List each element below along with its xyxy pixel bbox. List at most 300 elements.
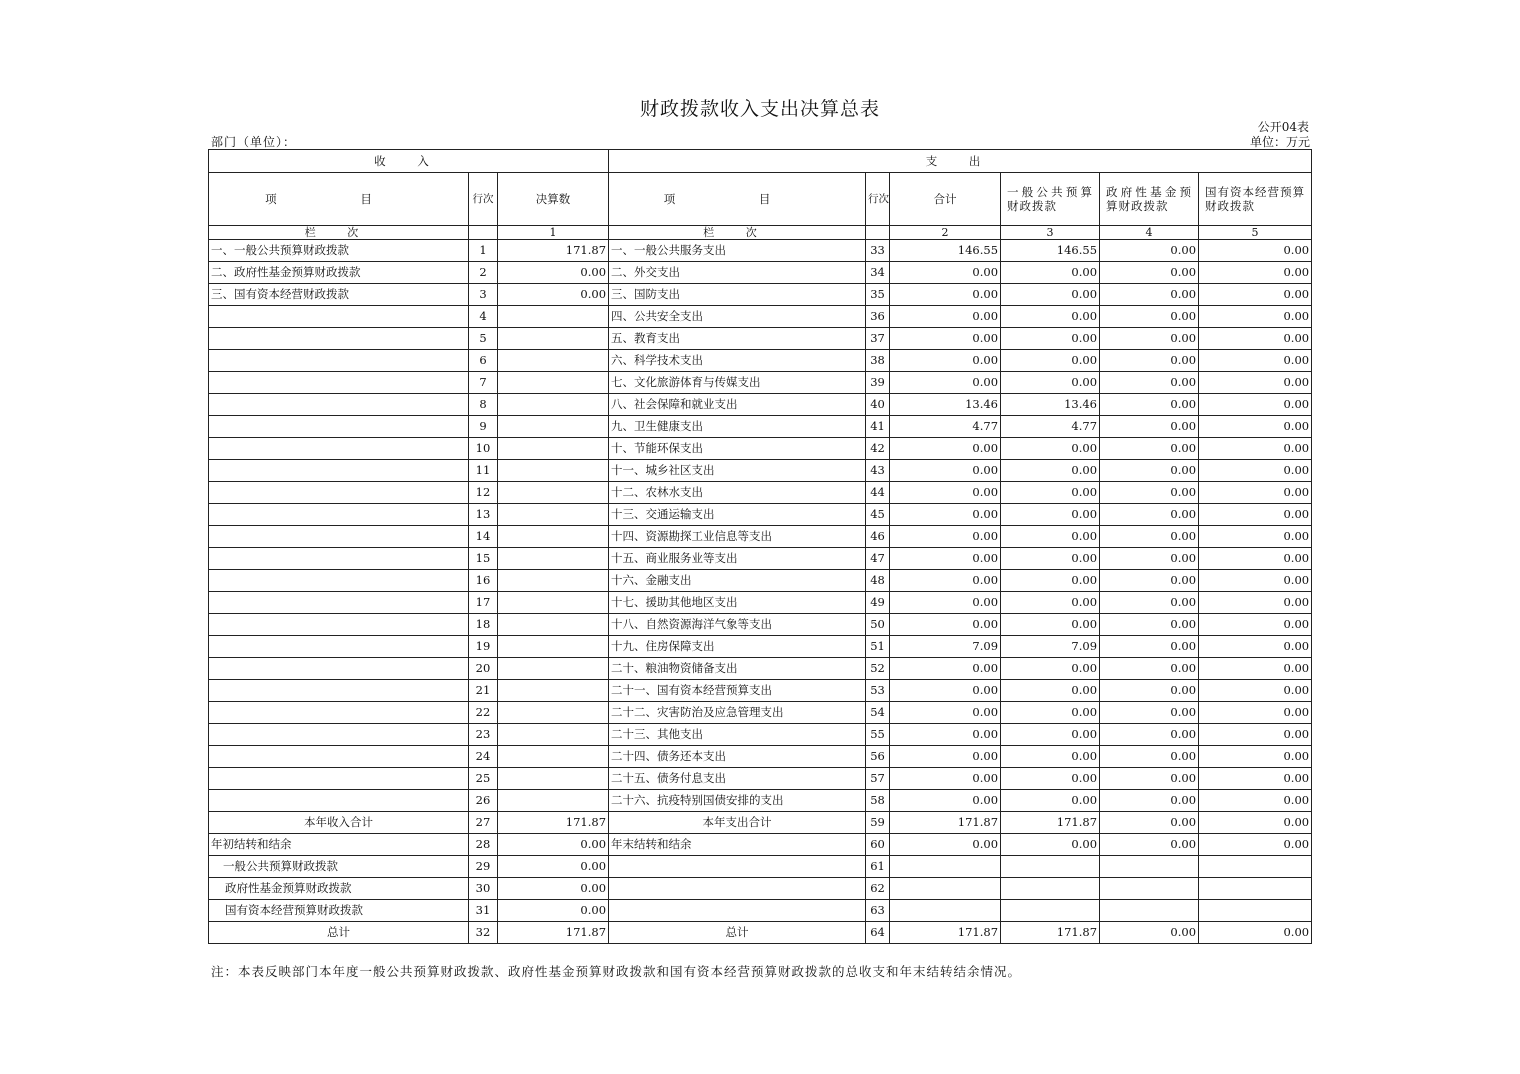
amount-cell — [498, 394, 609, 416]
amount-cell: 0.00 — [1100, 240, 1199, 262]
table-row — [209, 702, 1312, 724]
expense-item: 九、卫生健康支出 — [609, 416, 866, 438]
row-number: 52 — [866, 658, 890, 680]
expense-rowno-header: 行次 — [866, 173, 890, 226]
amount-cell: 0.00 — [1199, 504, 1312, 526]
table-row — [209, 482, 1312, 504]
amount-cell: 0.00 — [1001, 306, 1100, 328]
income-item — [209, 636, 469, 658]
amount-cell: 0.00 — [1199, 680, 1312, 702]
row-number: 28 — [469, 834, 498, 856]
summary-label: 年初结转和结余 — [209, 834, 469, 856]
income-item — [209, 328, 469, 350]
amount-cell: 0.00 — [890, 570, 1001, 592]
row-number: 53 — [866, 680, 890, 702]
amount-cell: 0.00 — [1199, 416, 1312, 438]
amount-cell: 0.00 — [498, 856, 609, 878]
income-item — [209, 680, 469, 702]
income-rowno-header: 行次 — [469, 173, 498, 226]
amount-cell: 0.00 — [1001, 790, 1100, 812]
amount-cell: 0.00 — [1199, 526, 1312, 548]
amount-cell: 171.87 — [890, 812, 1001, 834]
amount-cell: 0.00 — [1199, 636, 1312, 658]
amount-cell — [498, 592, 609, 614]
amount-cell: 0.00 — [890, 658, 1001, 680]
final-amount-header: 决算数 — [498, 173, 609, 226]
amount-cell: 0.00 — [890, 350, 1001, 372]
empty-cell — [890, 878, 1001, 900]
balance-row — [209, 834, 1312, 856]
empty-cell — [890, 900, 1001, 922]
expense-item: 二十六、抗疫特别国债安排的支出 — [609, 790, 866, 812]
column-index-label: 栏 次 — [609, 226, 866, 240]
amount-cell: 0.00 — [890, 372, 1001, 394]
row-number: 56 — [866, 746, 890, 768]
row-number: 46 — [866, 526, 890, 548]
amount-cell: 7.09 — [1001, 636, 1100, 658]
summary-label: 一般公共预算财政拨款 — [209, 856, 469, 878]
amount-cell: 0.00 — [890, 438, 1001, 460]
amount-cell: 0.00 — [1001, 702, 1100, 724]
income-item — [209, 548, 469, 570]
expense-item: 六、科学技术支出 — [609, 350, 866, 372]
table-row — [209, 394, 1312, 416]
income-item — [209, 702, 469, 724]
row-number: 41 — [866, 416, 890, 438]
amount-cell — [498, 570, 609, 592]
row-number: 40 — [866, 394, 890, 416]
amount-cell: 0.00 — [890, 768, 1001, 790]
amount-cell: 0.00 — [1001, 592, 1100, 614]
income-item — [209, 394, 469, 416]
amount-cell: 0.00 — [1199, 438, 1312, 460]
row-number: 27 — [469, 812, 498, 834]
summary-label: 年末结转和结余 — [609, 834, 866, 856]
income-item — [209, 790, 469, 812]
row-number: 55 — [866, 724, 890, 746]
row-number: 7 — [469, 372, 498, 394]
income-item — [209, 350, 469, 372]
expense-item: 二十三、其他支出 — [609, 724, 866, 746]
row-number: 59 — [866, 812, 890, 834]
amount-cell: 0.00 — [1199, 658, 1312, 680]
column-index-4: 4 — [1100, 226, 1199, 240]
amount-cell: 0.00 — [890, 526, 1001, 548]
empty-cell — [609, 878, 866, 900]
amount-cell: 0.00 — [498, 878, 609, 900]
row-number: 43 — [866, 460, 890, 482]
amount-cell: 0.00 — [890, 746, 1001, 768]
row-number: 16 — [469, 570, 498, 592]
row-number: 63 — [866, 900, 890, 922]
row-number: 17 — [469, 592, 498, 614]
amount-cell: 0.00 — [1100, 262, 1199, 284]
expense-item: 十四、资源勘探工业信息等支出 — [609, 526, 866, 548]
amount-cell: 0.00 — [498, 834, 609, 856]
row-number: 13 — [469, 504, 498, 526]
table-row — [209, 284, 1312, 306]
expense-item: 七、文化旅游体育与传媒支出 — [609, 372, 866, 394]
amount-cell: 13.46 — [890, 394, 1001, 416]
amount-cell: 0.00 — [1100, 702, 1199, 724]
amount-cell: 0.00 — [1100, 460, 1199, 482]
amount-cell: 0.00 — [1001, 658, 1100, 680]
amount-cell: 171.87 — [498, 922, 609, 944]
amount-cell: 0.00 — [890, 482, 1001, 504]
amount-cell: 0.00 — [1100, 834, 1199, 856]
row-number: 61 — [866, 856, 890, 878]
row-number: 23 — [469, 724, 498, 746]
income-item — [209, 592, 469, 614]
summary-label: 国有资本经营预算财政拨款 — [209, 900, 469, 922]
amount-cell: 0.00 — [1001, 680, 1100, 702]
expense-item: 五、教育支出 — [609, 328, 866, 350]
amount-cell — [498, 482, 609, 504]
amount-cell: 0.00 — [1001, 350, 1100, 372]
table-row — [209, 306, 1312, 328]
row-number: 18 — [469, 614, 498, 636]
income-item: 一、一般公共预算财政拨款 — [209, 240, 469, 262]
amount-cell: 0.00 — [1100, 438, 1199, 460]
table-row — [209, 658, 1312, 680]
amount-cell — [498, 658, 609, 680]
income-item — [209, 372, 469, 394]
amount-cell — [498, 350, 609, 372]
expense-item: 十二、农林水支出 — [609, 482, 866, 504]
amount-cell: 146.55 — [890, 240, 1001, 262]
table-row — [209, 504, 1312, 526]
table-row — [209, 526, 1312, 548]
row-number: 37 — [866, 328, 890, 350]
row-number: 39 — [866, 372, 890, 394]
empty-cell — [1199, 878, 1312, 900]
amount-cell: 0.00 — [890, 724, 1001, 746]
column-index-1: 1 — [498, 226, 609, 240]
row-number: 6 — [469, 350, 498, 372]
amount-cell: 0.00 — [1100, 504, 1199, 526]
amount-cell: 0.00 — [890, 284, 1001, 306]
amount-cell: 0.00 — [1199, 460, 1312, 482]
row-number: 5 — [469, 328, 498, 350]
amount-cell — [498, 680, 609, 702]
begin-general-row — [209, 856, 1312, 878]
row-number: 15 — [469, 548, 498, 570]
amount-cell: 0.00 — [1199, 922, 1312, 944]
expense-item: 十、节能环保支出 — [609, 438, 866, 460]
row-number: 26 — [469, 790, 498, 812]
unit-label: 单位：万元 — [1249, 135, 1310, 149]
empty-cell — [609, 900, 866, 922]
amount-cell: 0.00 — [1100, 548, 1199, 570]
expense-item: 四、公共安全支出 — [609, 306, 866, 328]
column-index-label: 栏 次 — [209, 226, 469, 240]
income-item — [209, 724, 469, 746]
amount-cell: 0.00 — [1100, 636, 1199, 658]
amount-cell: 0.00 — [1001, 614, 1100, 636]
row-number: 57 — [866, 768, 890, 790]
amount-cell: 0.00 — [1199, 372, 1312, 394]
expense-item-header: 项 目 — [609, 173, 866, 226]
summary-label: 总计 — [209, 922, 469, 944]
amount-cell: 0.00 — [1001, 746, 1100, 768]
table-row — [209, 328, 1312, 350]
amount-cell — [498, 724, 609, 746]
income-item-header: 项 目 — [209, 173, 469, 226]
summary-label: 本年收入合计 — [209, 812, 469, 834]
summary-label: 政府性基金预算财政拨款 — [209, 878, 469, 900]
begin-capital-row — [209, 900, 1312, 922]
amount-cell: 0.00 — [1199, 724, 1312, 746]
table-row — [209, 790, 1312, 812]
amount-cell: 0.00 — [890, 702, 1001, 724]
row-number: 58 — [866, 790, 890, 812]
amount-cell: 0.00 — [1100, 306, 1199, 328]
expense-item: 十一、城乡社区支出 — [609, 460, 866, 482]
amount-cell: 0.00 — [890, 262, 1001, 284]
amount-cell: 146.55 — [1001, 240, 1100, 262]
amount-cell — [498, 548, 609, 570]
amount-cell: 0.00 — [1001, 570, 1100, 592]
income-item — [209, 746, 469, 768]
amount-cell: 0.00 — [1100, 526, 1199, 548]
empty-cell — [890, 856, 1001, 878]
amount-cell: 0.00 — [1199, 262, 1312, 284]
row-number: 48 — [866, 570, 890, 592]
table-row — [209, 724, 1312, 746]
department-label: 部门（单位）： — [211, 135, 297, 149]
table-row — [209, 438, 1312, 460]
row-number: 4 — [469, 306, 498, 328]
amount-cell — [498, 746, 609, 768]
amount-cell — [498, 526, 609, 548]
income-item: 二、政府性基金预算财政拨款 — [209, 262, 469, 284]
row-number: 22 — [469, 702, 498, 724]
table-code: 公开04表 — [1257, 120, 1309, 134]
empty-cell — [609, 856, 866, 878]
table-row — [209, 614, 1312, 636]
amount-cell: 0.00 — [1199, 592, 1312, 614]
row-number: 42 — [866, 438, 890, 460]
table-row — [209, 460, 1312, 482]
expense-item: 二十四、债务还本支出 — [609, 746, 866, 768]
row-number: 50 — [866, 614, 890, 636]
empty-cell — [1199, 856, 1312, 878]
amount-cell: 0.00 — [1001, 482, 1100, 504]
amount-cell: 0.00 — [1199, 328, 1312, 350]
amount-cell: 0.00 — [498, 262, 609, 284]
income-item — [209, 504, 469, 526]
expense-item: 二十、粮油物资储备支出 — [609, 658, 866, 680]
row-number: 31 — [469, 900, 498, 922]
income-item — [209, 438, 469, 460]
amount-cell: 4.77 — [890, 416, 1001, 438]
expense-item: 二、外交支出 — [609, 262, 866, 284]
amount-cell: 0.00 — [1001, 328, 1100, 350]
expense-section-header: 支 出 — [609, 150, 1312, 173]
table-row — [209, 570, 1312, 592]
expense-item: 十九、住房保障支出 — [609, 636, 866, 658]
amount-cell — [498, 636, 609, 658]
row-number: 10 — [469, 438, 498, 460]
amount-cell: 0.00 — [890, 328, 1001, 350]
amount-cell: 0.00 — [1199, 240, 1312, 262]
row-number: 24 — [469, 746, 498, 768]
column-index-3: 3 — [1001, 226, 1100, 240]
row-number: 38 — [866, 350, 890, 372]
amount-cell: 0.00 — [1001, 460, 1100, 482]
row-number: 54 — [866, 702, 890, 724]
general-budget-header: 一般公共预算财政拨款 — [1001, 173, 1100, 226]
amount-cell: 0.00 — [1100, 328, 1199, 350]
amount-cell — [498, 372, 609, 394]
year-total-row — [209, 812, 1312, 834]
amount-cell: 0.00 — [1001, 504, 1100, 526]
amount-cell: 0.00 — [1001, 438, 1100, 460]
income-item — [209, 482, 469, 504]
empty-cell — [1100, 856, 1199, 878]
column-index-5: 5 — [1199, 226, 1312, 240]
row-number: 60 — [866, 834, 890, 856]
income-item — [209, 416, 469, 438]
row-number: 25 — [469, 768, 498, 790]
row-number: 14 — [469, 526, 498, 548]
final-accounts-table — [208, 149, 1312, 944]
empty-cell — [1100, 878, 1199, 900]
table-row — [209, 548, 1312, 570]
income-item — [209, 306, 469, 328]
amount-cell: 7.09 — [890, 636, 1001, 658]
expense-item: 一、一般公共服务支出 — [609, 240, 866, 262]
amount-cell: 0.00 — [1199, 834, 1312, 856]
amount-cell: 0.00 — [1001, 724, 1100, 746]
amount-cell: 0.00 — [890, 614, 1001, 636]
amount-cell: 0.00 — [1001, 284, 1100, 306]
empty-cell — [469, 226, 498, 240]
income-item — [209, 526, 469, 548]
state-capital-header: 国有资本经营预算财政拨款 — [1199, 173, 1312, 226]
row-number: 47 — [866, 548, 890, 570]
amount-cell — [498, 416, 609, 438]
amount-cell: 0.00 — [890, 460, 1001, 482]
amount-cell: 0.00 — [1199, 790, 1312, 812]
amount-cell — [498, 306, 609, 328]
amount-cell: 0.00 — [1100, 746, 1199, 768]
expense-item: 十五、商业服务业等支出 — [609, 548, 866, 570]
amount-cell: 0.00 — [1001, 526, 1100, 548]
amount-cell — [498, 460, 609, 482]
amount-cell: 0.00 — [1100, 812, 1199, 834]
table-row — [209, 592, 1312, 614]
empty-cell — [1001, 900, 1100, 922]
amount-cell: 0.00 — [498, 284, 609, 306]
row-number: 29 — [469, 856, 498, 878]
amount-cell: 4.77 — [1001, 416, 1100, 438]
empty-cell — [1100, 900, 1199, 922]
amount-cell: 0.00 — [1100, 350, 1199, 372]
row-number: 19 — [469, 636, 498, 658]
row-number: 44 — [866, 482, 890, 504]
income-item — [209, 658, 469, 680]
amount-cell: 0.00 — [1199, 284, 1312, 306]
amount-cell: 0.00 — [1001, 372, 1100, 394]
amount-cell: 0.00 — [890, 504, 1001, 526]
income-item — [209, 570, 469, 592]
table-row — [209, 372, 1312, 394]
page-title: 财政拨款收入支出决算总表 — [639, 98, 880, 120]
table-row — [209, 768, 1312, 790]
amount-cell: 0.00 — [1100, 372, 1199, 394]
amount-cell — [498, 504, 609, 526]
expense-item: 二十一、国有资本经营预算支出 — [609, 680, 866, 702]
amount-cell: 171.87 — [1001, 922, 1100, 944]
amount-cell: 171.87 — [890, 922, 1001, 944]
amount-cell: 0.00 — [890, 680, 1001, 702]
row-number: 12 — [469, 482, 498, 504]
amount-cell: 0.00 — [1100, 790, 1199, 812]
expense-item: 十七、援助其他地区支出 — [609, 592, 866, 614]
amount-cell: 0.00 — [890, 834, 1001, 856]
row-number: 49 — [866, 592, 890, 614]
row-number: 30 — [469, 878, 498, 900]
amount-cell: 0.00 — [1199, 702, 1312, 724]
expense-item: 十六、金融支出 — [609, 570, 866, 592]
amount-cell: 171.87 — [498, 812, 609, 834]
row-number: 33 — [866, 240, 890, 262]
row-number: 1 — [469, 240, 498, 262]
amount-cell: 0.00 — [1001, 834, 1100, 856]
column-index-2: 2 — [890, 226, 1001, 240]
row-number: 20 — [469, 658, 498, 680]
amount-cell: 0.00 — [1100, 680, 1199, 702]
amount-cell: 0.00 — [1199, 306, 1312, 328]
expense-item: 十三、交通运输支出 — [609, 504, 866, 526]
empty-cell — [1001, 856, 1100, 878]
amount-cell: 0.00 — [1100, 416, 1199, 438]
amount-cell: 0.00 — [1001, 768, 1100, 790]
amount-cell: 0.00 — [1100, 394, 1199, 416]
gov-fund-header: 政府性基金预算财政拨款 — [1100, 173, 1199, 226]
row-number: 34 — [866, 262, 890, 284]
summary-label: 本年支出合计 — [609, 812, 866, 834]
amount-cell: 0.00 — [1100, 570, 1199, 592]
row-number: 62 — [866, 878, 890, 900]
amount-cell: 0.00 — [1199, 548, 1312, 570]
amount-cell: 0.00 — [1199, 394, 1312, 416]
amount-cell — [498, 328, 609, 350]
summary-label: 总计 — [609, 922, 866, 944]
expense-item: 二十五、债务付息支出 — [609, 768, 866, 790]
table-row — [209, 240, 1312, 262]
amount-cell: 0.00 — [1100, 658, 1199, 680]
amount-cell — [498, 790, 609, 812]
amount-cell: 0.00 — [1100, 482, 1199, 504]
row-number: 11 — [469, 460, 498, 482]
table-row — [209, 262, 1312, 284]
amount-cell: 0.00 — [1199, 350, 1312, 372]
amount-cell: 0.00 — [890, 548, 1001, 570]
row-number: 35 — [866, 284, 890, 306]
amount-cell: 0.00 — [890, 306, 1001, 328]
begin-fund-row — [209, 878, 1312, 900]
income-item — [209, 614, 469, 636]
amount-cell: 0.00 — [1100, 284, 1199, 306]
expense-item: 三、国防支出 — [609, 284, 866, 306]
expense-item: 八、社会保障和就业支出 — [609, 394, 866, 416]
income-item: 三、国有资本经营财政拨款 — [209, 284, 469, 306]
amount-cell: 0.00 — [1100, 922, 1199, 944]
row-number: 9 — [469, 416, 498, 438]
amount-cell: 171.87 — [1001, 812, 1100, 834]
